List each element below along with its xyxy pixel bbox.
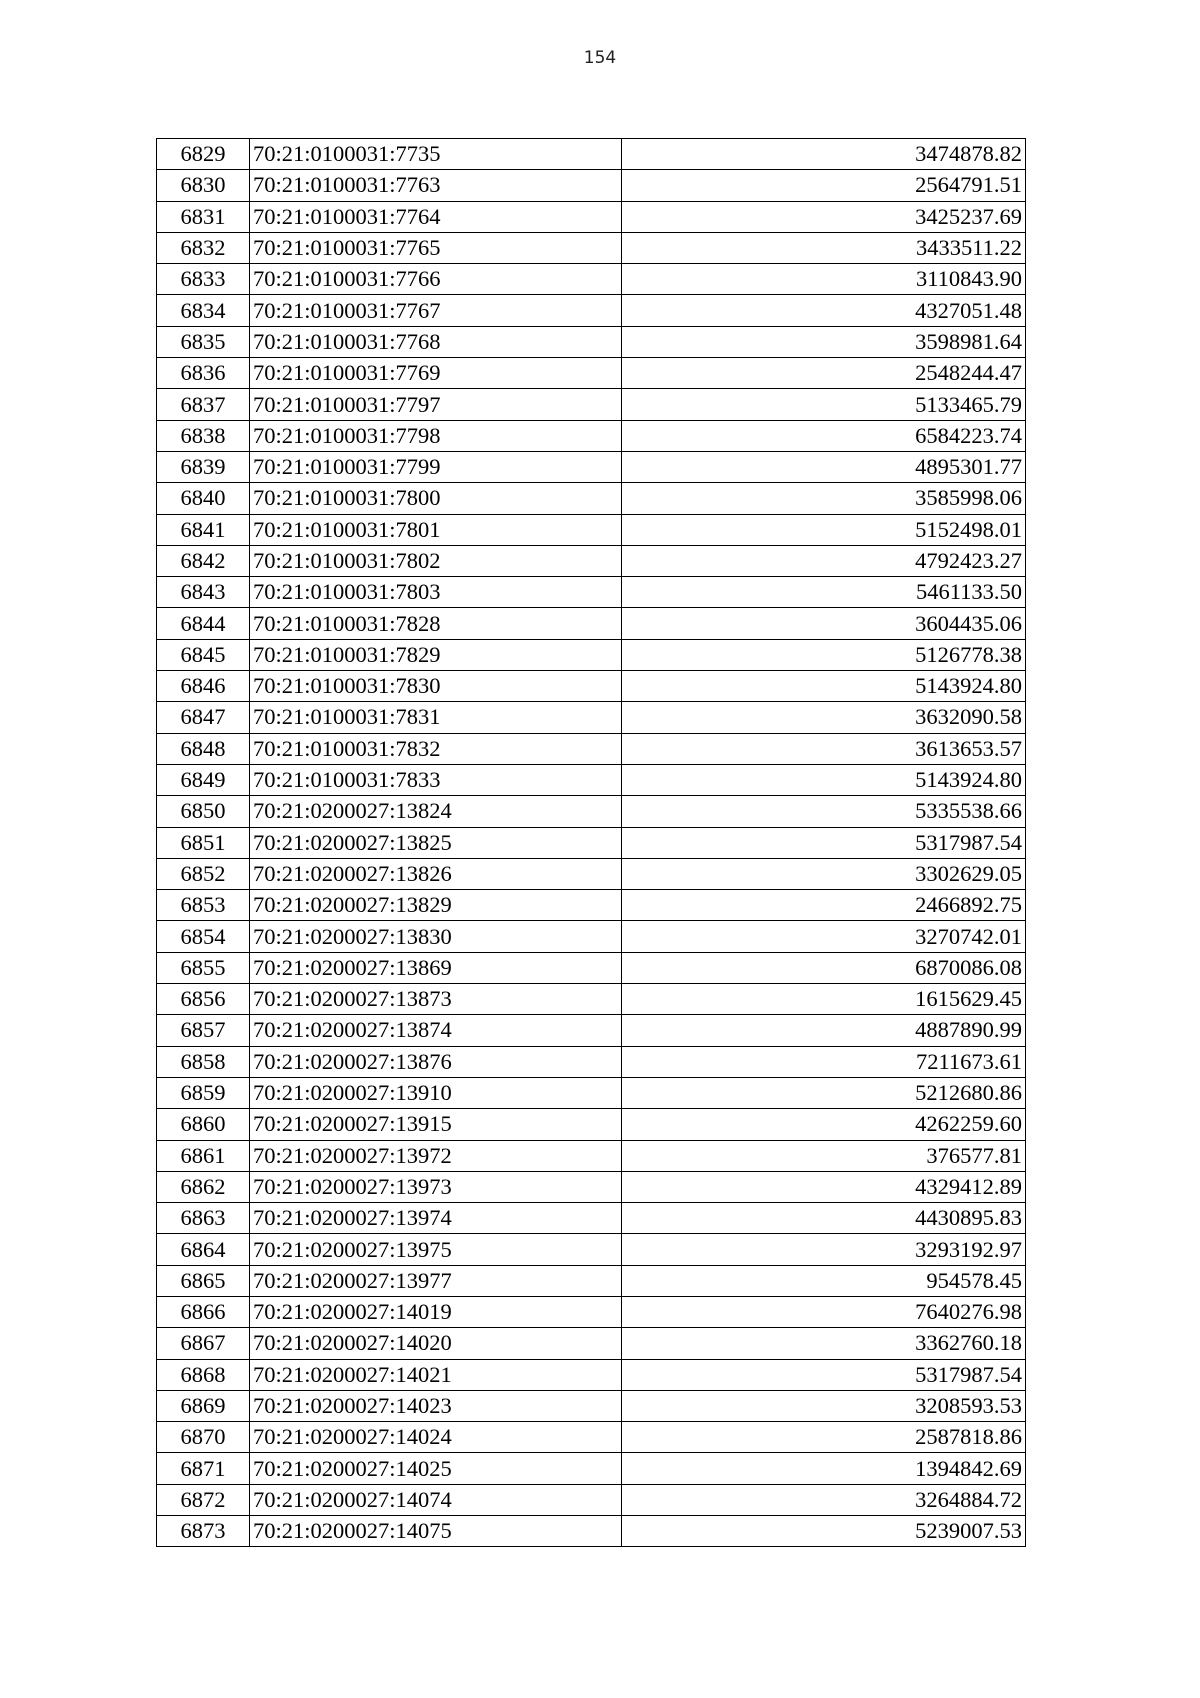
row-number-cell: 6850 bbox=[157, 796, 250, 827]
row-number-cell: 6859 bbox=[157, 1077, 250, 1108]
table-row bbox=[157, 545, 1026, 576]
row-number-cell: 6837 bbox=[157, 389, 250, 420]
row-number-cell: 6833 bbox=[157, 264, 250, 295]
row-number-cell: 6849 bbox=[157, 764, 250, 795]
cadastral-number-cell: 70:21:0100031:7801 bbox=[250, 514, 622, 545]
cadastral-number-cell: 70:21:0100031:7799 bbox=[250, 451, 622, 482]
table-row bbox=[157, 232, 1026, 263]
row-number-cell: 6829 bbox=[157, 139, 250, 170]
row-number-cell: 6863 bbox=[157, 1203, 250, 1234]
row-number-cell: 6847 bbox=[157, 702, 250, 733]
cadastral-number-cell: 70:21:0200027:13869 bbox=[250, 952, 622, 983]
table-row bbox=[157, 702, 1026, 733]
table-row bbox=[157, 1203, 1026, 1234]
row-number-cell: 6872 bbox=[157, 1484, 250, 1515]
table-row bbox=[157, 858, 1026, 889]
row-number-cell: 6838 bbox=[157, 420, 250, 451]
cadastral-number-cell: 70:21:0100031:7800 bbox=[250, 483, 622, 514]
table-row bbox=[157, 1484, 1026, 1515]
table-row bbox=[157, 796, 1026, 827]
value-cell: 5317987.54 bbox=[622, 1359, 1026, 1390]
table-row bbox=[157, 1015, 1026, 1046]
cadastral-number-cell: 70:21:0200027:14024 bbox=[250, 1422, 622, 1453]
row-number-cell: 6843 bbox=[157, 577, 250, 608]
cadastral-number-cell: 70:21:0100031:7803 bbox=[250, 577, 622, 608]
table-row bbox=[157, 608, 1026, 639]
row-number-cell: 6866 bbox=[157, 1296, 250, 1327]
value-cell: 3293192.97 bbox=[622, 1234, 1026, 1265]
row-number-cell: 6857 bbox=[157, 1015, 250, 1046]
table-row bbox=[157, 139, 1026, 170]
row-number-cell: 6867 bbox=[157, 1328, 250, 1359]
value-cell: 7211673.61 bbox=[622, 1046, 1026, 1077]
table-row bbox=[157, 1422, 1026, 1453]
value-cell: 2548244.47 bbox=[622, 358, 1026, 389]
value-cell: 4327051.48 bbox=[622, 295, 1026, 326]
row-number-cell: 6861 bbox=[157, 1140, 250, 1171]
value-cell: 5461133.50 bbox=[622, 577, 1026, 608]
cadastral-number-cell: 70:21:0200027:13824 bbox=[250, 796, 622, 827]
row-number-cell: 6862 bbox=[157, 1171, 250, 1202]
row-number-cell: 6848 bbox=[157, 733, 250, 764]
value-cell: 376577.81 bbox=[622, 1140, 1026, 1171]
cadastral-number-cell: 70:21:0200027:14019 bbox=[250, 1296, 622, 1327]
row-number-cell: 6830 bbox=[157, 170, 250, 201]
table-row bbox=[157, 1328, 1026, 1359]
value-cell: 4792423.27 bbox=[622, 545, 1026, 576]
value-cell: 5317987.54 bbox=[622, 827, 1026, 858]
cadastral-number-cell: 70:21:0200027:13826 bbox=[250, 858, 622, 889]
table-row bbox=[157, 1390, 1026, 1421]
cadastral-number-cell: 70:21:0100031:7831 bbox=[250, 702, 622, 733]
row-number-cell: 6840 bbox=[157, 483, 250, 514]
cadastral-number-cell: 70:21:0200027:13825 bbox=[250, 827, 622, 858]
table-row bbox=[157, 639, 1026, 670]
value-cell: 3362760.18 bbox=[622, 1328, 1026, 1359]
row-number-cell: 6856 bbox=[157, 984, 250, 1015]
row-number-cell: 6852 bbox=[157, 858, 250, 889]
row-number-cell: 6831 bbox=[157, 201, 250, 232]
table-row bbox=[157, 358, 1026, 389]
cadastral-number-cell: 70:21:0100031:7830 bbox=[250, 671, 622, 702]
value-cell: 5239007.53 bbox=[622, 1516, 1026, 1547]
cadastral-number-cell: 70:21:0200027:13975 bbox=[250, 1234, 622, 1265]
table-row bbox=[157, 733, 1026, 764]
row-number-cell: 6860 bbox=[157, 1109, 250, 1140]
value-cell: 4895301.77 bbox=[622, 451, 1026, 482]
cadastral-number-cell: 70:21:0200027:13830 bbox=[250, 921, 622, 952]
value-cell: 3632090.58 bbox=[622, 702, 1026, 733]
row-number-cell: 6836 bbox=[157, 358, 250, 389]
value-cell: 1394842.69 bbox=[622, 1453, 1026, 1484]
table-row bbox=[157, 764, 1026, 795]
table-row bbox=[157, 201, 1026, 232]
value-cell: 3302629.05 bbox=[622, 858, 1026, 889]
cadastral-number-cell: 70:21:0100031:7798 bbox=[250, 420, 622, 451]
table-row bbox=[157, 264, 1026, 295]
table-row bbox=[157, 1265, 1026, 1296]
value-cell: 4329412.89 bbox=[622, 1171, 1026, 1202]
cadastral-number-cell: 70:21:0100031:7765 bbox=[250, 232, 622, 263]
value-cell: 2587818.86 bbox=[622, 1422, 1026, 1453]
row-number-cell: 6841 bbox=[157, 514, 250, 545]
cadastral-number-cell: 70:21:0200027:14021 bbox=[250, 1359, 622, 1390]
cadastral-number-cell: 70:21:0200027:14075 bbox=[250, 1516, 622, 1547]
cadastral-number-cell: 70:21:0200027:13829 bbox=[250, 890, 622, 921]
cadastral-number-cell: 70:21:0200027:13876 bbox=[250, 1046, 622, 1077]
table-row bbox=[157, 1516, 1026, 1547]
row-number-cell: 6842 bbox=[157, 545, 250, 576]
table-row bbox=[157, 326, 1026, 357]
cadastral-number-cell: 70:21:0100031:7767 bbox=[250, 295, 622, 326]
cadastral-number-cell: 70:21:0100031:7766 bbox=[250, 264, 622, 295]
table-row bbox=[157, 952, 1026, 983]
value-cell: 5212680.86 bbox=[622, 1077, 1026, 1108]
value-cell: 4430895.83 bbox=[622, 1203, 1026, 1234]
table-body bbox=[157, 139, 1026, 1547]
row-number-cell: 6839 bbox=[157, 451, 250, 482]
table-row bbox=[157, 295, 1026, 326]
table-row bbox=[157, 170, 1026, 201]
value-cell: 6584223.74 bbox=[622, 420, 1026, 451]
table-row bbox=[157, 1171, 1026, 1202]
cadastral-number-cell: 70:21:0200027:14025 bbox=[250, 1453, 622, 1484]
cadastral-number-cell: 70:21:0100031:7797 bbox=[250, 389, 622, 420]
value-cell: 3604435.06 bbox=[622, 608, 1026, 639]
table-row bbox=[157, 921, 1026, 952]
value-cell: 3425237.69 bbox=[622, 201, 1026, 232]
value-cell: 3474878.82 bbox=[622, 139, 1026, 170]
table-row bbox=[157, 483, 1026, 514]
row-number-cell: 6851 bbox=[157, 827, 250, 858]
table-row bbox=[157, 1140, 1026, 1171]
cadastral-number-cell: 70:21:0200027:13974 bbox=[250, 1203, 622, 1234]
value-cell: 5143924.80 bbox=[622, 671, 1026, 702]
value-cell: 2466892.75 bbox=[622, 890, 1026, 921]
table-row bbox=[157, 1296, 1026, 1327]
value-cell: 6870086.08 bbox=[622, 952, 1026, 983]
row-number-cell: 6832 bbox=[157, 232, 250, 263]
cadastral-number-cell: 70:21:0100031:7828 bbox=[250, 608, 622, 639]
row-number-cell: 6853 bbox=[157, 890, 250, 921]
cadastral-number-cell: 70:21:0200027:14020 bbox=[250, 1328, 622, 1359]
row-number-cell: 6864 bbox=[157, 1234, 250, 1265]
table-row bbox=[157, 890, 1026, 921]
table-row bbox=[157, 514, 1026, 545]
row-number-cell: 6869 bbox=[157, 1390, 250, 1421]
cadastral-number-cell: 70:21:0100031:7768 bbox=[250, 326, 622, 357]
value-cell: 5133465.79 bbox=[622, 389, 1026, 420]
table-row bbox=[157, 1359, 1026, 1390]
table-row bbox=[157, 1234, 1026, 1265]
table-row bbox=[157, 827, 1026, 858]
value-cell: 3208593.53 bbox=[622, 1390, 1026, 1421]
cadastral-number-cell: 70:21:0200027:13973 bbox=[250, 1171, 622, 1202]
value-cell: 3110843.90 bbox=[622, 264, 1026, 295]
value-cell: 5126778.38 bbox=[622, 639, 1026, 670]
data-table bbox=[156, 138, 1026, 1547]
value-cell: 5143924.80 bbox=[622, 764, 1026, 795]
cadastral-number-cell: 70:21:0200027:13874 bbox=[250, 1015, 622, 1046]
value-cell: 4887890.99 bbox=[622, 1015, 1026, 1046]
cadastral-number-cell: 70:21:0100031:7833 bbox=[250, 764, 622, 795]
cadastral-number-cell: 70:21:0200027:14023 bbox=[250, 1390, 622, 1421]
value-cell: 3433511.22 bbox=[622, 232, 1026, 263]
row-number-cell: 6871 bbox=[157, 1453, 250, 1484]
row-number-cell: 6845 bbox=[157, 639, 250, 670]
value-cell: 1615629.45 bbox=[622, 984, 1026, 1015]
value-cell: 3598981.64 bbox=[622, 326, 1026, 357]
table-row bbox=[157, 1109, 1026, 1140]
table-row bbox=[157, 1046, 1026, 1077]
table-row bbox=[157, 984, 1026, 1015]
cadastral-number-cell: 70:21:0200027:13910 bbox=[250, 1077, 622, 1108]
cadastral-number-cell: 70:21:0200027:14074 bbox=[250, 1484, 622, 1515]
row-number-cell: 6855 bbox=[157, 952, 250, 983]
cadastral-number-cell: 70:21:0100031:7802 bbox=[250, 545, 622, 576]
value-cell: 3264884.72 bbox=[622, 1484, 1026, 1515]
row-number-cell: 6844 bbox=[157, 608, 250, 639]
row-number-cell: 6858 bbox=[157, 1046, 250, 1077]
value-cell: 954578.45 bbox=[622, 1265, 1026, 1296]
value-cell: 5152498.01 bbox=[622, 514, 1026, 545]
row-number-cell: 6846 bbox=[157, 671, 250, 702]
table-row bbox=[157, 1453, 1026, 1484]
table-row bbox=[157, 389, 1026, 420]
row-number-cell: 6865 bbox=[157, 1265, 250, 1296]
row-number-cell: 6835 bbox=[157, 326, 250, 357]
table-row bbox=[157, 1077, 1026, 1108]
value-cell: 2564791.51 bbox=[622, 170, 1026, 201]
cadastral-number-cell: 70:21:0100031:7829 bbox=[250, 639, 622, 670]
value-cell: 5335538.66 bbox=[622, 796, 1026, 827]
cadastral-number-cell: 70:21:0100031:7735 bbox=[250, 139, 622, 170]
table-row bbox=[157, 671, 1026, 702]
cadastral-number-cell: 70:21:0100031:7769 bbox=[250, 358, 622, 389]
table-row bbox=[157, 451, 1026, 482]
row-number-cell: 6854 bbox=[157, 921, 250, 952]
cadastral-number-cell: 70:21:0200027:13977 bbox=[250, 1265, 622, 1296]
cadastral-number-cell: 70:21:0100031:7763 bbox=[250, 170, 622, 201]
cadastral-number-cell: 70:21:0100031:7832 bbox=[250, 733, 622, 764]
row-number-cell: 6873 bbox=[157, 1516, 250, 1547]
table-row bbox=[157, 577, 1026, 608]
table-row bbox=[157, 420, 1026, 451]
cadastral-number-cell: 70:21:0100031:7764 bbox=[250, 201, 622, 232]
row-number-cell: 6868 bbox=[157, 1359, 250, 1390]
cadastral-number-cell: 70:21:0200027:13873 bbox=[250, 984, 622, 1015]
row-number-cell: 6834 bbox=[157, 295, 250, 326]
value-cell: 3585998.06 bbox=[622, 483, 1026, 514]
cadastral-number-cell: 70:21:0200027:13972 bbox=[250, 1140, 622, 1171]
value-cell: 3613653.57 bbox=[622, 733, 1026, 764]
value-cell: 4262259.60 bbox=[622, 1109, 1026, 1140]
value-cell: 3270742.01 bbox=[622, 921, 1026, 952]
row-number-cell: 6870 bbox=[157, 1422, 250, 1453]
cadastral-number-cell: 70:21:0200027:13915 bbox=[250, 1109, 622, 1140]
value-cell: 7640276.98 bbox=[622, 1296, 1026, 1327]
page-number: 154 bbox=[583, 48, 617, 68]
